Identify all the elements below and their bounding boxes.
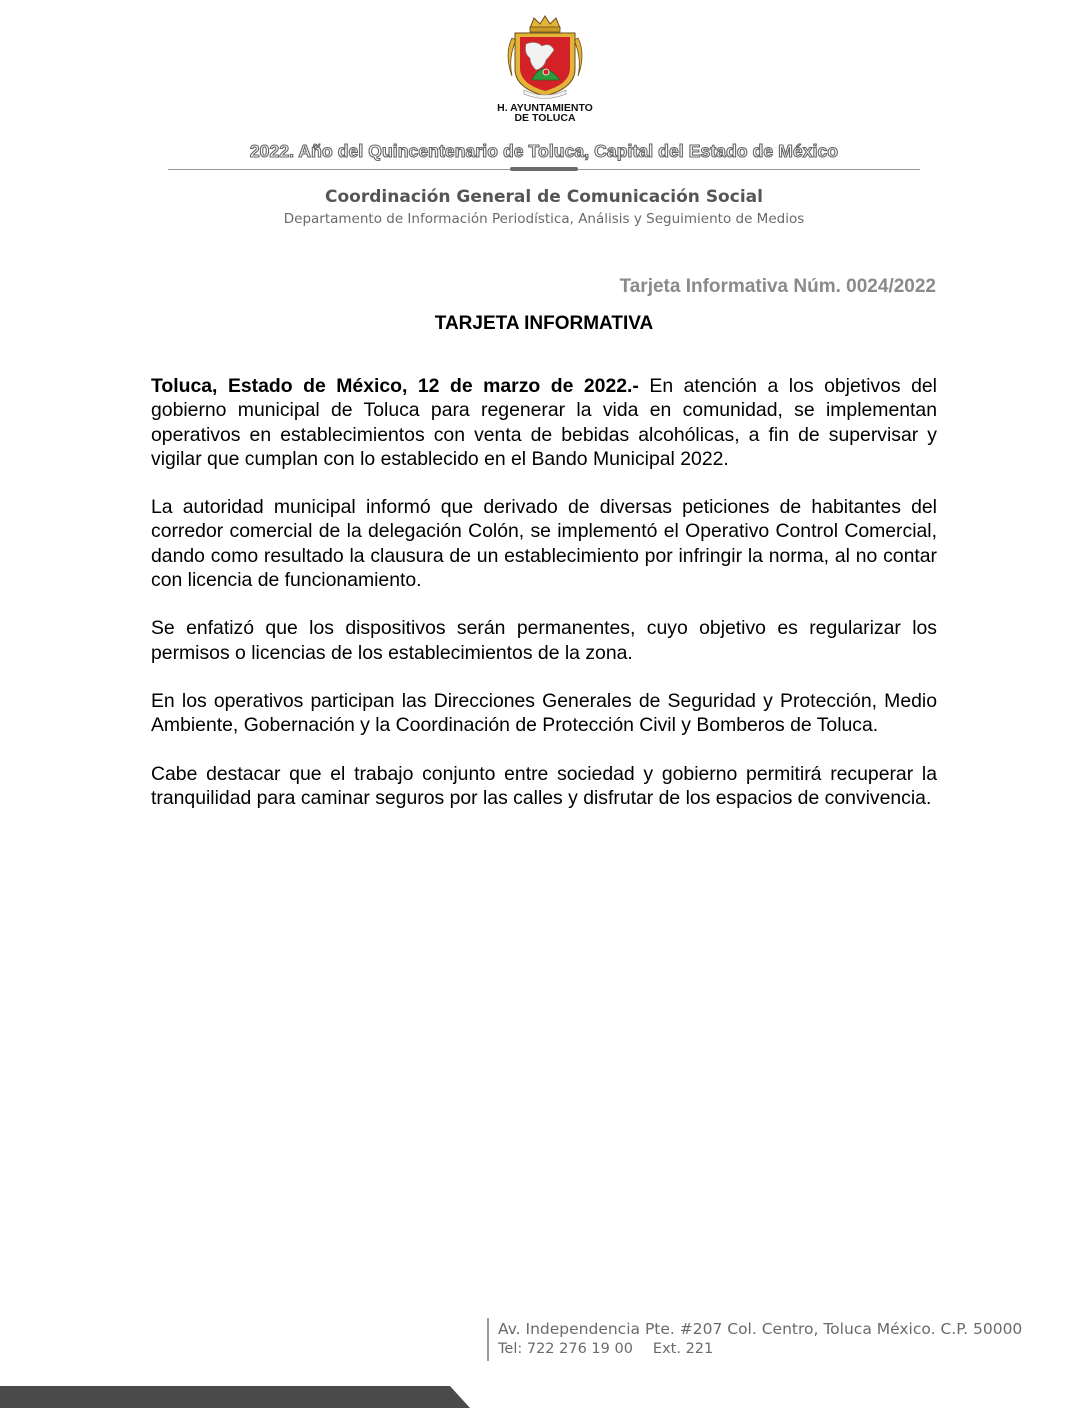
paragraph-4: En los operativos participan las Direcciones Generales de Seguridad y Protección, Medio Ambiente, Gobernación y la Coordinación de Protección Civil y Bomberos de Toluca. [151, 689, 937, 737]
paragraph-3: Se enfatizó que los dispositivos serán permanentes, cuyo objetivo es regularizar los permisos o licencias de los establecimientos de la zona. [151, 617, 937, 664]
bottom-decorative-band [0, 1386, 470, 1408]
footer-contact [498, 1341, 713, 1357]
logo-caption-line2: DE TOLUCA [514, 112, 576, 124]
toluca-coat-of-arms [490, 14, 600, 124]
paragraph-5: Cabe destacar que el trabajo conjunto entre sociedad y gobierno permitirá recuperar la tranquilidad para caminar seguros por las calles y disfrutar de los espacios de convivencia. [151, 762, 937, 809]
paragraph-1-text: En atención a los objetivos del gobierno municipal de Toluca para regenerar la vida en comunidad, se implementan operativos en establecimientos con venta de bebidas alcohólicas, a fin de supervisar y vigilar que cumplan con lo establecido en el Bando Municipal 2022. [151, 375, 937, 470]
dateline: Toluca, Estado de México, 12 de marzo de 2022.- [151, 375, 639, 397]
year-motto: 2022. Año del Quincentenario de Toluca, Capital del Estado de México [249, 141, 839, 161]
document-body [151, 374, 937, 834]
footer-divider [487, 1318, 489, 1361]
department-subtitle: Departamento de Información Periodística, Análisis y Seguimiento de Medios [283, 211, 805, 227]
paragraph-1 [151, 374, 937, 471]
footer-extension: Ext. 221 [652, 1341, 714, 1357]
document-title: TARJETA INFORMATIVA [434, 313, 654, 334]
logo-caption-line1: H. AYUNTAMIENTO [497, 102, 593, 114]
coat-of-arms-icon [490, 14, 600, 102]
card-number: Tarjeta Informativa Núm. 0024/2022 [619, 276, 936, 297]
footer-phone: Tel: 722 276 19 00 [498, 1341, 633, 1357]
paragraph-2: La autoridad municipal informó que derivado de diversas peticiones de habitantes del corredor comercial de la delegación Colón, se implementó el Operativo Control Comercial, dando como resultado la clausura de un establecimiento por infringir la norma, al no contar con licencia de funcionamiento. [151, 496, 937, 592]
footer-address: Av. Independencia Pte. #207 Col. Centro, Toluca México. C.P. 50000 [498, 1320, 1023, 1338]
department-name: Coordinación General de Comunicación Social [325, 187, 763, 207]
header-divider-accent [510, 167, 578, 171]
